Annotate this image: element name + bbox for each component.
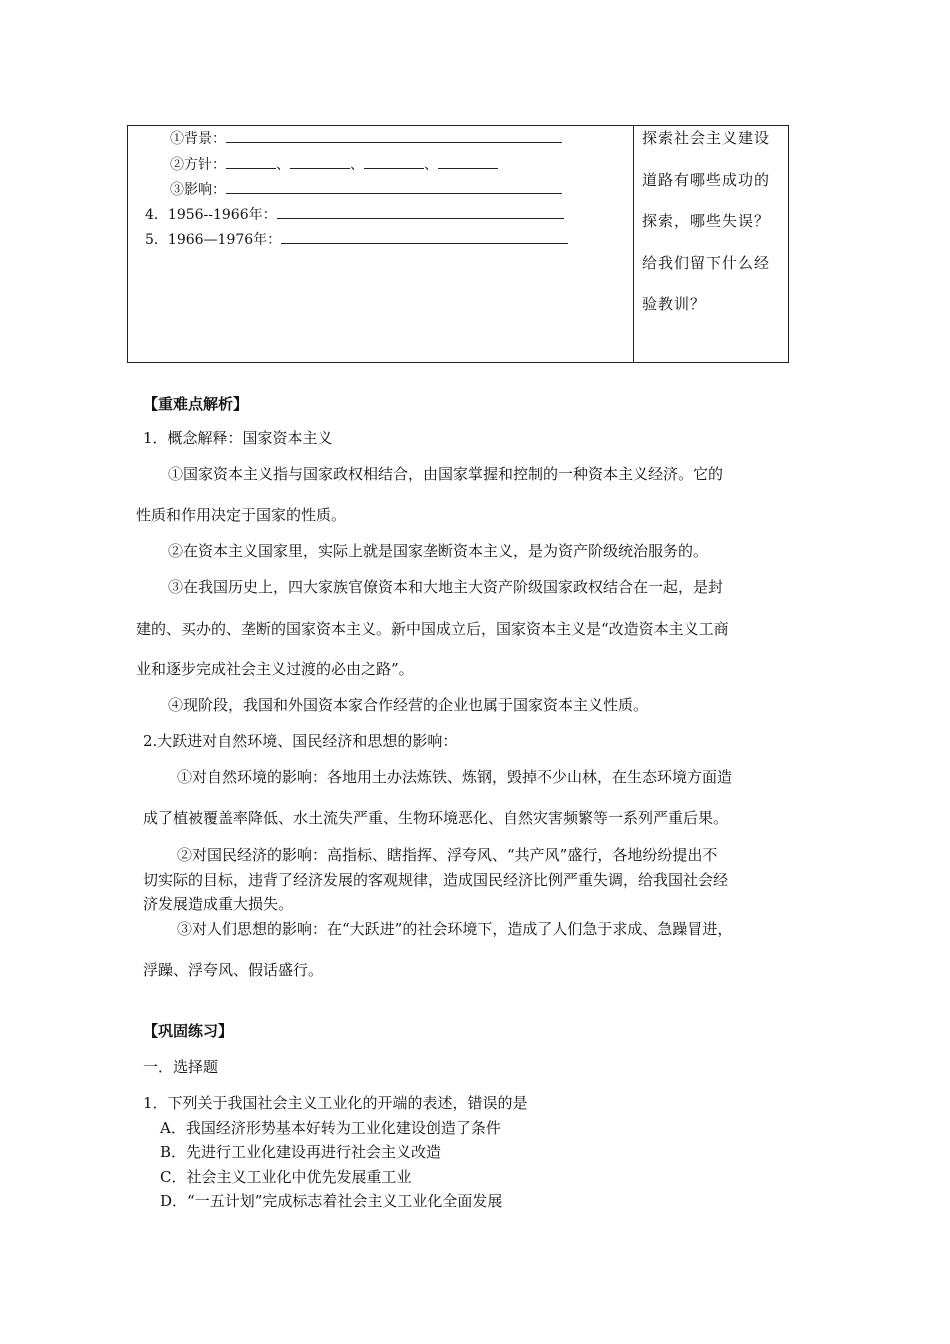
separator: 、 (276, 157, 290, 173)
fill-blank (290, 155, 350, 169)
leap-point: ①对自然环境的影响：各地用土办法炼铁、炼钢，毁掉不少山林，在生态环境方面造 (177, 768, 733, 786)
outline-row-guideline (170, 155, 498, 174)
fill-blank (438, 155, 498, 169)
option-a: A．我国经济形势基本好转为工业化建设创造了条件 (160, 1119, 501, 1137)
concept-point: ③在我国历史上，四大家族官僚资本和大地主大资产阶级国家政权结合在一起，是封 (168, 578, 724, 596)
analysis-title: 【重难点解析】 (143, 395, 249, 413)
practice-title: 【巩固练习】 (143, 1022, 234, 1040)
fill-blank (226, 180, 562, 194)
leap-heading: 2.大跃进对自然环境、国民经济和思想的影响： (143, 732, 458, 750)
concept-point: ①国家资本主义指与国家政权相结合，由国家掌握和控制的一种资本主义经济。它的 (168, 465, 724, 483)
question-line: 探索社会主义建设 (642, 129, 771, 147)
fill-blank (226, 155, 276, 169)
outline-table (127, 125, 789, 363)
outline-row-1956 (145, 205, 564, 224)
option-b: B．先进行工业化建设再进行社会主义改造 (160, 1143, 442, 1161)
concept-point: 业和逐步完成社会主义过渡的必由之路”。 (136, 660, 414, 678)
leap-point: ③对人们思想的影响：在“大跃进”的社会环境下，造成了人们急于求成、急躁冒进， (177, 920, 733, 938)
fill-blank (226, 129, 562, 143)
question-line: 道路有哪些成功的 (642, 171, 771, 189)
option-c: C．社会主义工业化中优先发展重工业 (160, 1168, 412, 1186)
practice-section: 一．选择题 (143, 1058, 219, 1076)
separator: 、 (350, 157, 364, 173)
leap-point: 济发展造成重大损失。 (143, 895, 294, 913)
fill-blank (277, 205, 564, 219)
leap-point: 切实际的目标，违背了经济发展的客观规律，造成国民经济比例严重失调，给我国社会经 (143, 871, 729, 889)
question-1: 1．下列关于我国社会主义工业化的开端的表述，错误的是 (143, 1094, 528, 1112)
outline-label: 4．1956--1966年： (145, 207, 277, 223)
separator: 、 (424, 157, 438, 173)
leap-point: 浮躁、浮夸风、假话盛行。 (143, 961, 324, 979)
question-line: 探索，哪些失误？ (642, 212, 771, 230)
outline-label: 5．1966—1976年： (145, 232, 282, 248)
outline-row-background (170, 129, 562, 148)
concept-point: ④现阶段，我国和外国资本家合作经营的企业也属于国家资本主义性质。 (168, 696, 649, 714)
leap-point: ②对国民经济的影响：高指标、瞎指挥、浮夸风、“共产风”盛行，各地纷纷提出不 (177, 846, 718, 864)
concept-point: 建的、买办的、垄断的国家资本主义。新中国成立后，国家资本主义是“改造资本主义工商 (136, 620, 729, 638)
outline-row-impact (170, 180, 562, 199)
outline-label: ②方针： (170, 157, 226, 173)
question-line: 验教训？ (642, 295, 707, 313)
concept-point: ②在资本主义国家里，实际上就是国家垄断资本主义，是为资产阶级统治服务的。 (168, 542, 709, 560)
option-d: D．“一五计划”完成标志着社会主义工业化全面发展 (160, 1192, 503, 1210)
fill-blank (364, 155, 424, 169)
table-divider (633, 126, 634, 362)
outline-label: ①背景： (170, 131, 226, 147)
fill-blank (281, 230, 568, 244)
leap-point: 成了植被覆盖率降低、水土流失严重、生物环境恶化、自然灾害频繁等一系列严重后果。 (143, 809, 729, 827)
outline-row-1966 (145, 230, 568, 249)
question-line: 给我们留下什么经 (642, 254, 771, 272)
concept-point: 性质和作用决定于国家的性质。 (136, 506, 347, 524)
outline-label: ③影响： (170, 182, 226, 198)
concept-heading: 1．概念解释：国家资本主义 (143, 429, 333, 447)
